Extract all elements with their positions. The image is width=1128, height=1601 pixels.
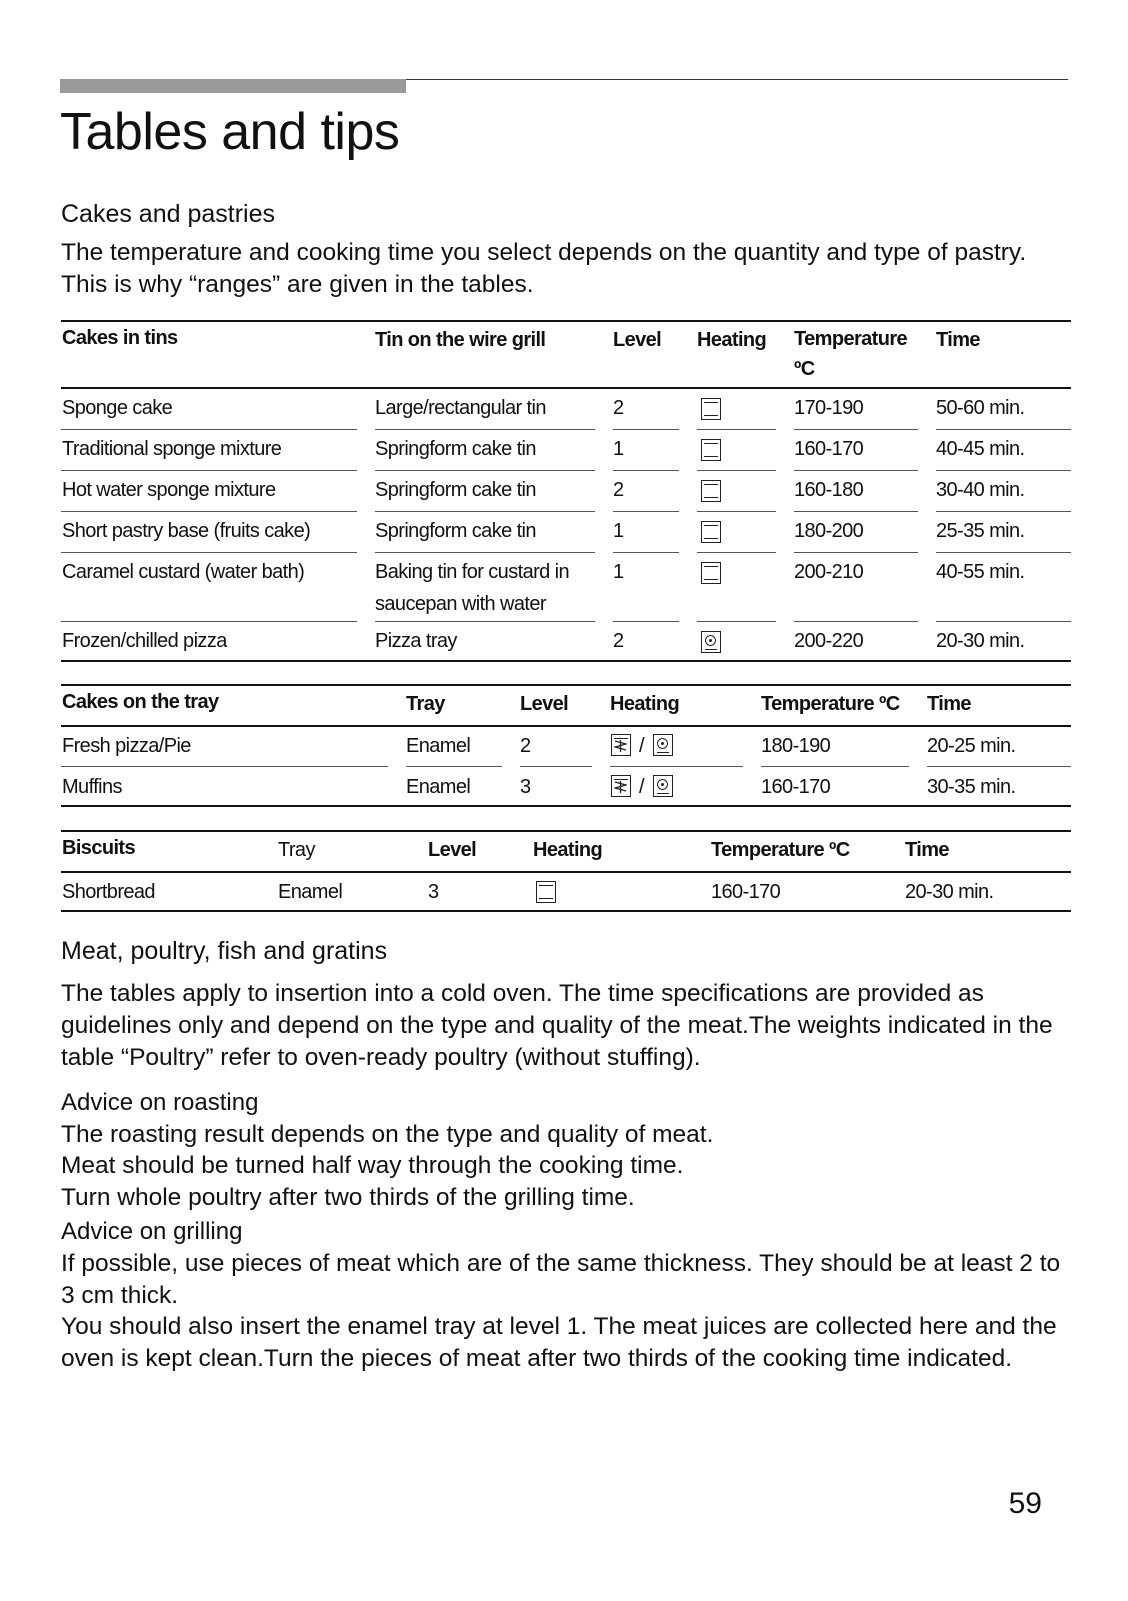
- top-bottom-heat-icon: [701, 480, 721, 502]
- grilling-heading: Advice on grilling: [61, 1218, 243, 1245]
- row-divider: [794, 552, 918, 553]
- pizza-setting-icon: [701, 631, 721, 653]
- table-cell: 50-60 min.: [936, 397, 1025, 419]
- table-cell: 25-35 min.: [936, 520, 1025, 542]
- table-cell: 20-25 min.: [927, 735, 1016, 757]
- table-cell: Enamel: [406, 735, 471, 757]
- col-header: Level: [428, 839, 477, 861]
- row-divider: [936, 470, 1071, 471]
- row-divider: [697, 621, 776, 622]
- table-cell: Traditional sponge mixture: [62, 438, 282, 460]
- header-accent-bar: [60, 79, 406, 93]
- col-header: Heating: [697, 329, 767, 351]
- col-header: Level: [613, 329, 662, 351]
- pizza-setting-icon: [653, 734, 673, 756]
- grilling-paragraph: You should also insert the enamel tray at level 1. The meat juices are collected here and the oven is kept clean.Turn the pieces of meat after two thirds of the cooking time indicated.: [61, 1313, 1057, 1372]
- row-divider: [375, 621, 595, 622]
- separator: /: [639, 735, 645, 757]
- table-cell: 30-35 min.: [927, 776, 1016, 798]
- table-cell: 170-190: [794, 397, 864, 419]
- col-header: Cakes on the tray: [62, 691, 219, 713]
- row-divider: [61, 552, 357, 553]
- col-header: Temperature ºC: [794, 328, 908, 380]
- table-cell: Baking tin for custard in: [375, 561, 569, 583]
- roasting-line: The roasting result depends on the type and quality of meat.: [61, 1121, 714, 1148]
- table-cell: Springform cake tin: [375, 520, 536, 542]
- table-cell: 1: [613, 561, 624, 583]
- row-divider: [936, 429, 1071, 430]
- row-divider: [610, 766, 743, 767]
- row-divider: [697, 511, 776, 512]
- table-cell: Springform cake tin: [375, 438, 536, 460]
- roasting-line: Turn whole poultry after two thirds of the grilling time.: [61, 1184, 635, 1211]
- table-cell: Enamel: [406, 776, 471, 798]
- row-divider: [613, 511, 679, 512]
- row-divider: [613, 552, 679, 553]
- row-divider: [936, 552, 1071, 553]
- table-cell: Muffins: [62, 776, 122, 798]
- table-rule: [61, 387, 1071, 389]
- grill-heat-icon: [611, 775, 631, 797]
- table-cell: 160-170: [761, 776, 831, 798]
- table-rule: [61, 830, 1071, 832]
- table-cell: 180-190: [761, 735, 831, 757]
- table-cell: Pizza tray: [375, 630, 457, 652]
- table-cell: Fresh pizza/Pie: [62, 735, 191, 757]
- table-cell: 30-40 min.: [936, 479, 1025, 501]
- cakes-intro: The temperature and cooking time you select depends on the quantity and type of pastry. This is why “ranges” are given in the tables.: [61, 239, 1027, 298]
- table-cell: 1: [613, 438, 624, 460]
- cakes-on-tray-table: [61, 684, 1071, 810]
- pizza-setting-icon: [653, 775, 673, 797]
- top-bottom-heat-icon: [536, 881, 556, 903]
- col-header: Heating: [533, 839, 603, 861]
- top-bottom-heat-icon: [701, 562, 721, 584]
- table-cell: Enamel: [278, 881, 343, 903]
- row-divider: [61, 511, 357, 512]
- table-cell: 3: [428, 881, 439, 903]
- biscuits-table: [61, 830, 1071, 915]
- roasting-line: Meat should be turned half way through the cooking time.: [61, 1152, 684, 1179]
- col-header: Temperature ºC: [761, 693, 900, 715]
- row-divider: [406, 766, 502, 767]
- table-cell: 2: [613, 397, 624, 419]
- table-cell: Frozen/chilled pizza: [62, 630, 227, 652]
- row-divider: [697, 470, 776, 471]
- row-divider: [761, 766, 909, 767]
- table-cell: 160-170: [794, 438, 864, 460]
- table-cell: 160-170: [711, 881, 781, 903]
- table-cell: saucepan with water: [375, 593, 546, 615]
- table-cell: Short pastry base (fruits cake): [62, 520, 311, 542]
- table-cell: 40-45 min.: [936, 438, 1025, 460]
- row-divider: [697, 429, 776, 430]
- separator: /: [639, 776, 645, 798]
- section-heading-meat: Meat, poultry, fish and gratins: [61, 937, 388, 965]
- row-divider: [61, 766, 388, 767]
- page-title: Tables and tips: [60, 103, 400, 161]
- col-header: Tin on the wire grill: [375, 329, 546, 351]
- top-bottom-heat-icon: [701, 439, 721, 461]
- table-cell: 3: [520, 776, 531, 798]
- row-divider: [375, 552, 595, 553]
- table-rule: [61, 871, 1071, 873]
- table-cell: 160-180: [794, 479, 864, 501]
- table-cell: 20-30 min.: [905, 881, 994, 903]
- col-header: Time: [905, 839, 949, 861]
- row-divider: [520, 766, 592, 767]
- col-header: Time: [927, 693, 971, 715]
- col-header: Temperature ºC: [711, 839, 850, 861]
- table-cell: 180-200: [794, 520, 864, 542]
- table-cell: Shortbread: [62, 881, 155, 903]
- row-divider: [927, 766, 1071, 767]
- row-divider: [936, 621, 1071, 622]
- table-rule: [61, 805, 1071, 807]
- table-cell: 200-210: [794, 561, 864, 583]
- row-divider: [375, 470, 595, 471]
- row-divider: [794, 511, 918, 512]
- row-divider: [613, 429, 679, 430]
- table-cell: 1: [613, 520, 624, 542]
- row-divider: [697, 552, 776, 553]
- section-heading-cakes: Cakes and pastries: [61, 200, 276, 228]
- grilling-paragraph: If possible, use pieces of meat which are of the same thickness. They should be at least 2 to 3 cm thick.: [61, 1250, 1061, 1309]
- roasting-heading: Advice on roasting: [61, 1089, 259, 1116]
- row-divider: [794, 621, 918, 622]
- row-divider: [794, 470, 918, 471]
- table-cell: 20-30 min.: [936, 630, 1025, 652]
- table-cell: Sponge cake: [62, 397, 173, 419]
- grill-heat-icon: [611, 734, 631, 756]
- row-divider: [375, 429, 595, 430]
- col-header: Level: [520, 693, 569, 715]
- row-divider: [375, 511, 595, 512]
- table-cell: 2: [613, 630, 624, 652]
- col-header: Cakes in tins: [62, 327, 178, 349]
- col-header: Time: [936, 329, 980, 351]
- row-divider: [613, 470, 679, 471]
- table-cell: Large/rectangular tin: [375, 397, 546, 419]
- table-rule: [61, 725, 1071, 727]
- col-header: Tray: [406, 693, 445, 715]
- table-cell: Caramel custard (water bath): [62, 561, 305, 583]
- top-bottom-heat-icon: [701, 398, 721, 420]
- row-divider: [613, 621, 679, 622]
- col-header: Heating: [610, 693, 680, 715]
- meat-intro: The tables apply to insertion into a cold oven. The time specifications are provided as guidelines only and depend on the type and quality of the meat.The weights indicated in the table “Poultry” refer to oven-ready poultry (without stuffing).: [61, 980, 1053, 1071]
- table-rule: [61, 320, 1071, 322]
- row-divider: [61, 470, 357, 471]
- table-cell: Hot water sponge mixture: [62, 479, 276, 501]
- cakes-in-tins-table: [61, 320, 1071, 665]
- table-cell: 2: [613, 479, 624, 501]
- row-divider: [794, 429, 918, 430]
- col-header: Biscuits: [62, 837, 136, 859]
- header-rule: [406, 79, 1068, 80]
- page-number: 59: [1008, 1487, 1042, 1520]
- col-header: Tray: [278, 839, 315, 861]
- table-cell: 40-55 min.: [936, 561, 1025, 583]
- table-cell: 2: [520, 735, 531, 757]
- row-divider: [61, 429, 357, 430]
- row-divider: [61, 621, 357, 622]
- table-cell: Springform cake tin: [375, 479, 536, 501]
- row-divider: [936, 511, 1071, 512]
- table-rule: [61, 910, 1071, 912]
- table-cell: 200-220: [794, 630, 864, 652]
- top-bottom-heat-icon: [701, 521, 721, 543]
- table-rule: [61, 660, 1071, 662]
